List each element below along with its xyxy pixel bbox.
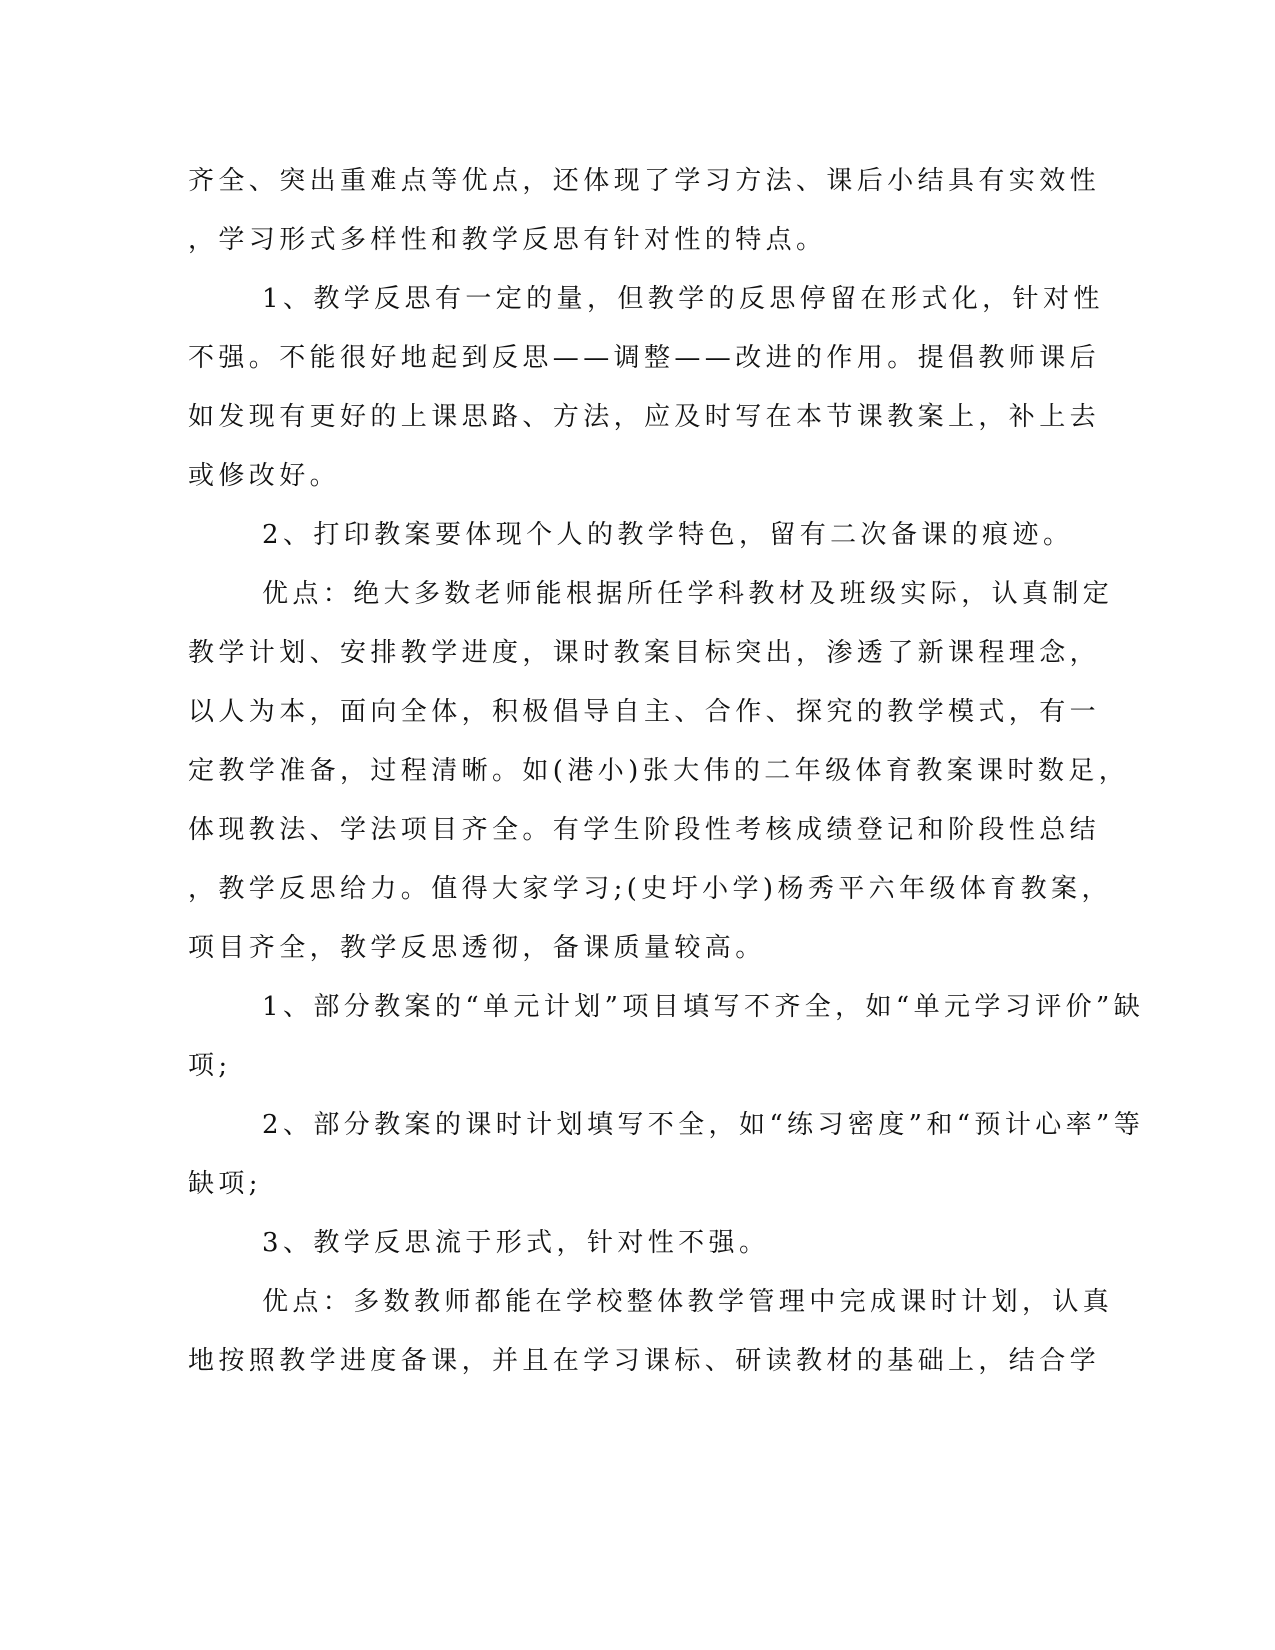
text-line: 教学计划、安排教学进度，课时教案目标突出，渗透了新课程理念，	[188, 638, 1101, 668]
text-line: 如发现有更好的上课思路、方法，应及时写在本节课教案上，补上去	[188, 402, 1101, 432]
text-line: 或修改好。	[188, 461, 341, 491]
text-line: 以人为本，面向全体，积极倡导自主、合作、探究的教学模式，有一	[188, 697, 1101, 727]
text-line: 齐全、突出重难点等优点，还体现了学习方法、课后小结具有实效性	[188, 166, 1101, 196]
text-line: 项;	[188, 1051, 232, 1081]
text-line: 项目齐全，教学反思透彻，备课质量较高。	[188, 933, 766, 963]
text-line: 缺项;	[188, 1169, 262, 1199]
text-line: 3、教学反思流于形式，针对性不强。	[262, 1228, 770, 1258]
text-line: 1、部分教案的“单元计划”项目填写不齐全，如“单元学习评价”缺	[262, 992, 1145, 1022]
text-line: ，学习形式多样性和教学反思有针对性的特点。	[188, 225, 827, 255]
text-line: 体现教法、学法项目齐全。有学生阶段性考核成绩登记和阶段性总结	[188, 815, 1101, 845]
text-line: 定教学准备，过程清晰。如(港小)张大伟的二年级体育教案课时数足，	[188, 756, 1130, 786]
text-line: 不强。不能很好地起到反思——调整——改进的作用。提倡教师课后	[188, 343, 1101, 373]
text-line: 2、部分教案的课时计划填写不全，如“练习密度”和“预计心率”等	[262, 1110, 1145, 1140]
text-line: 优点：绝大多数老师能根据所任学科教材及班级实际，认真制定	[262, 579, 1114, 609]
text-line: 1、教学反思有一定的量，但教学的反思停留在形式化，针对性	[262, 284, 1104, 314]
text-line: 优点：多数教师都能在学校整体教学管理中完成课时计划，认真	[262, 1287, 1114, 1317]
text-line: 2、打印教案要体现个人的教学特色，留有二次备课的痕迹。	[262, 520, 1074, 550]
text-line: ，教学反思给力。值得大家学习;(史圩小学)杨秀平六年级体育教案，	[188, 874, 1112, 904]
text-line: 地按照教学进度备课，并且在学习课标、研读教材的基础上，结合学	[188, 1346, 1101, 1376]
